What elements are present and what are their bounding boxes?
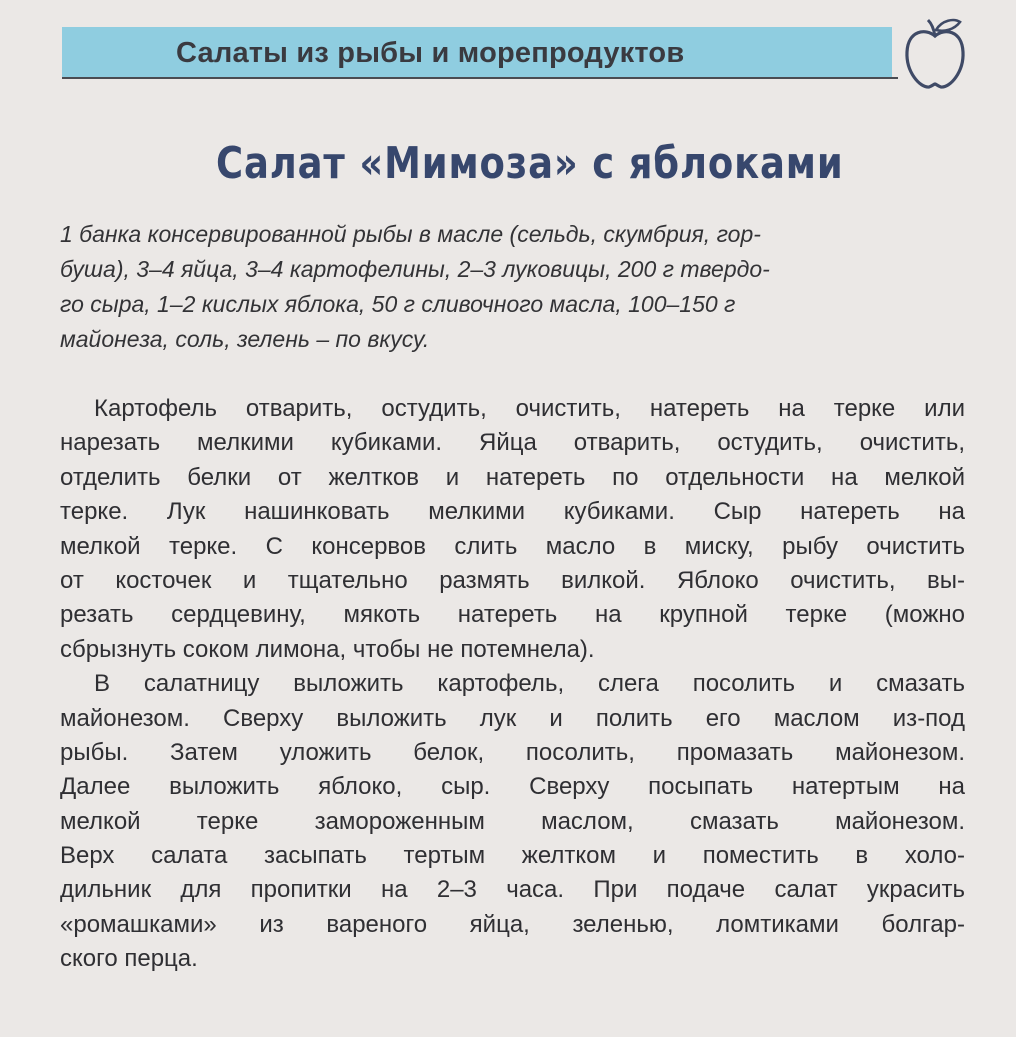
ingredients-line: го сыра, 1–2 кислых яблока, 50 г сливочного масла, 100–150 г [60,291,736,317]
ingredients-list [60,217,960,357]
instructions [60,392,965,977]
instruction-line: В салатницу выложить картофель, слега посолить и смазать [94,670,965,698]
instruction-line: «ромашками» из вареного яйца, зеленью, ломтиками болгар- [60,910,965,938]
instruction-line: мелкой терке замороженным маслом, смазать майонезом. [60,807,965,835]
instruction-line: ского перца. [60,945,198,973]
instruction-line: Картофель отварить, остудить, очистить, натереть на терке или [94,395,965,422]
instructions-paragraph-2 [60,667,965,977]
instruction-line: нарезать мелкими кубиками. Яйца отварить, остудить, очистить, [60,429,965,457]
apple-icon [898,14,972,94]
ingredients-line: 1 банка консервированной рыбы в масле (сельдь, скумбрия, гор- [60,221,761,247]
instruction-line: рыбы. Затем уложить белок, посолить, промазать майонезом. [60,738,965,766]
instruction-line: майонезом. Сверху выложить лук и полить его маслом из-под [60,704,965,732]
instructions-paragraph-1 [60,392,965,667]
header-divider [62,77,898,79]
instruction-line: терке. Лук нашинковать мелкими кубиками. Сыр натереть на [60,498,965,526]
instruction-line: отделить белки от желтков и натереть по отдельности на мелкой [60,463,965,491]
ingredients-line: буша), 3–4 яйца, 3–4 картофелины, 2–3 луковицы, 200 г твердо- [60,256,770,282]
section-title: Салаты из рыбы и морепродуктов [176,37,685,69]
recipe-title: Салат «Мимоза» с яблоками [216,138,844,189]
instruction-line: дильник для пропитки на 2–3 часа. При подаче салат украсить [60,876,965,904]
instruction-line: резать сердцевину, мякоть натереть на крупной терке (можно [60,601,965,629]
instruction-line: сбрызнуть соком лимона, чтобы не потемнела). [60,635,595,663]
ingredients-line: майонеза, соль, зелень – по вкусу. [60,326,430,352]
instruction-line: мелкой терке. С консервов слить масло в миску, рыбу очистить [60,532,965,560]
instruction-line: Верх салата засыпать тертым желтком и поместить в холо- [60,842,965,870]
instruction-line: Далее выложить яблоко, сыр. Сверху посыпать натертым на [60,773,965,801]
instruction-line: от косточек и тщательно размять вилкой. Яблоко очистить, вы- [60,566,965,594]
